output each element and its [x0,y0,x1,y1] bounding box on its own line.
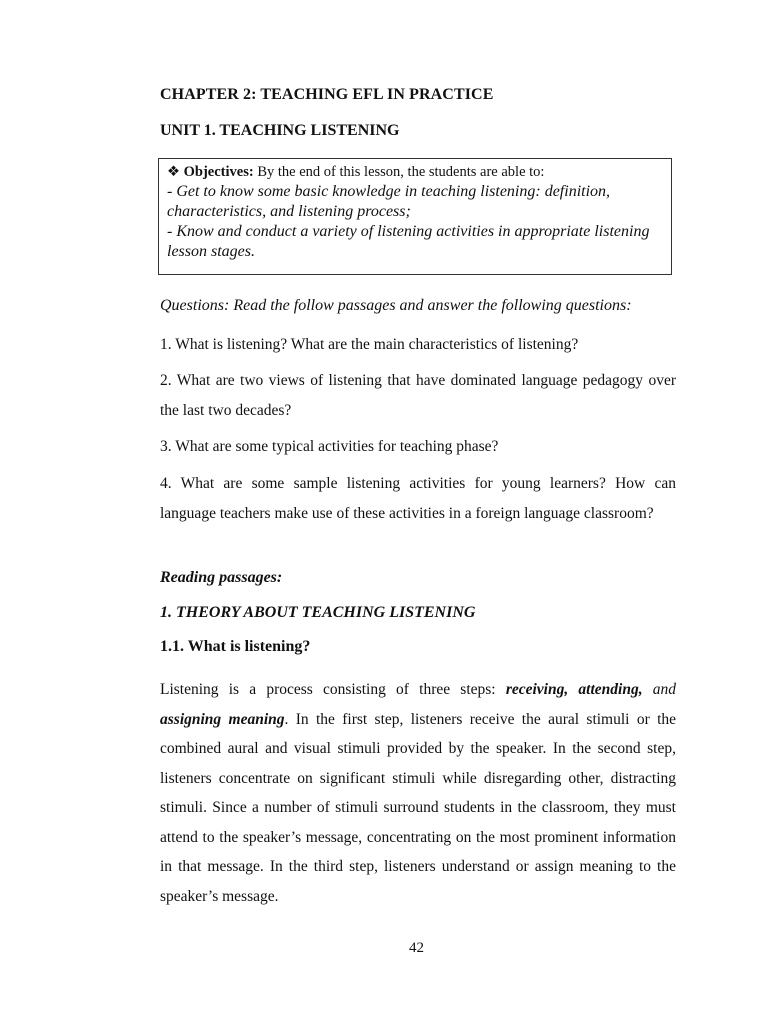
question-item: 2. What are two views of listening that have dominated language pedagogy over the last two decades? [160,372,676,419]
reading-passages-heading: Reading passages: [160,569,283,586]
section-heading: 1. THEORY ABOUT TEACHING LISTENING [160,604,476,621]
question-item: 3. What are some typical activities for teaching phase? [160,438,499,455]
term-assigning-meaning: assigning meaning [160,710,285,728]
body-rest: . In the first step, listeners receive the aural stimuli or the combined aural and visual stimuli provided by the speaker. In the second step, listeners concentrate on significant stimuli while disregarding other, distracting stimuli. Since a number of stimuli surround students in the classroom, they must attend to the speaker’s message, concentrating on the most prominent information in that message. In the third step, listeners understand or assign meaning to the speaker’s message. [160,710,677,905]
body-paragraph [160,675,676,911]
question-item: 1. What is listening? What are the main characteristics of listening? [160,336,579,353]
objectives-intro: By the end of this lesson, the students are able to: [257,164,545,180]
term-receiving-attending: receiving, attending, [505,681,643,698]
chapter-title: CHAPTER 2: TEACHING EFL IN PRACTICE [160,86,494,103]
question-item: 4. What are some sample listening activities for young learners? How can language teachers make use of these activities in a foreign language classroom? [160,475,676,522]
body-conjunction: and [642,681,677,698]
questions-intro: Questions: Read the follow passages and answer the following questions: [160,297,632,314]
objective-item: - Get to know some basic knowledge in teaching listening: definition, characteristics, and listening process; [167,183,611,220]
objective-item: - Know and conduct a variety of listening activities in appropriate listening lesson stages. [167,223,650,260]
objectives-header [167,162,663,182]
subsection-heading: 1.1. What is listening? [160,638,311,655]
unit-title: UNIT 1. TEACHING LISTENING [160,122,400,139]
objectives-label: Objectives: [183,164,254,180]
diamond-bullet-icon: ❖ [167,164,180,180]
body-lead: Listening is a process consisting of three steps: [160,681,506,698]
objectives-box [158,158,672,275]
page-number: 42 [409,940,424,956]
